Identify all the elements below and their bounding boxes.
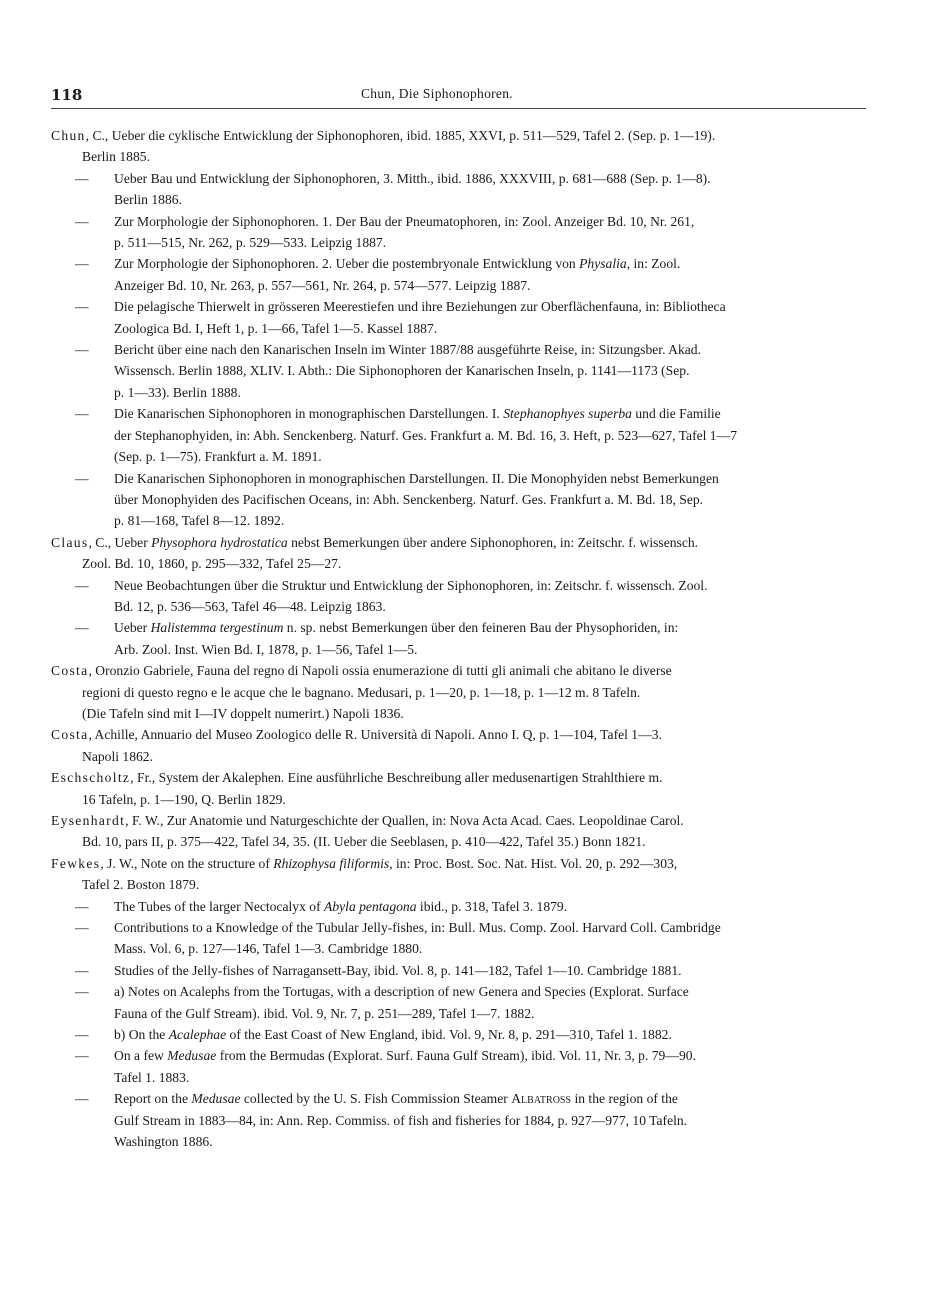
reference-subentry — [51, 960, 866, 981]
reference-text: Wissensch. Berlin 1888, XLIV. I. Abth.: Die Siphonophoren der Kanarischen Inseln, p. 1141—1173 (Sep. — [114, 363, 690, 379]
reference-text: , Fr., System der Akalephen. Eine ausführliche Beschreibung aller medusenartigen Strahlthiere m. — [130, 770, 663, 786]
reference-text: Arb. Zool. Inst. Wien Bd. I, 1878, p. 1—56, Tafel 1—5. — [114, 641, 418, 657]
reference-line — [51, 682, 866, 703]
reference-text: der Stephanophyiden, in: Abh. Senckenberg. Naturf. Ges. Frankfurt a. M. Bd. 16, 3. Heft, p. 523—627, Tafel 1—7 — [114, 427, 737, 443]
reference-text: Neue Beobachtungen über die Struktur und Entwicklung der Siphonophoren, in: Zeitschr. f. wissensch. Zool. — [114, 577, 708, 593]
reference-text: p. 81—168, Tafel 8—12. 1892. — [114, 513, 285, 529]
reference-text: Tafel 2. Boston 1879. — [82, 877, 200, 893]
reference-text: Die Kanarischen Siphonophoren in monographischen Darstellungen. I. — [114, 406, 504, 422]
author-name: Eschscholtz — [51, 770, 131, 786]
reference-line — [114, 960, 866, 981]
reference-subentry — [51, 253, 866, 296]
ship-name: Albatross — [511, 1091, 572, 1107]
reference-text: Berlin 1885. — [82, 149, 150, 165]
reference-text: (Die Tafeln sind mit I—IV doppelt numerirt.) Napoli 1836. — [82, 705, 404, 721]
reference-text: a) Notes on Acalephs from the Tortugas, with a description of new Genera and Species (Explorat. Surface — [114, 984, 689, 1000]
author-name: Chun — [51, 128, 86, 143]
reference-line — [114, 318, 866, 339]
reference-line — [114, 510, 866, 531]
reference-text: p. 1—33). Berlin 1888. — [114, 384, 241, 400]
reference-subentry — [51, 296, 866, 339]
reference-subentry — [51, 1024, 866, 1045]
reference-line — [51, 532, 866, 553]
reference-text: Tafel 1. 1883. — [114, 1069, 190, 1085]
ditto-dash: — — [75, 213, 89, 229]
reference-subentry — [51, 339, 866, 403]
reference-text: , F. W., Zur Anatomie und Naturgeschichte der Quallen, in: Nova Acta Acad. Caes. Leopoldinae Carol. — [125, 813, 684, 828]
reference-subentry — [51, 1088, 866, 1152]
reference-text: Die pelagische Thierwelt in grösseren Meerestiefen und ihre Beziehungen zur Oberflächenfauna, in: Bibliotheca — [114, 299, 726, 315]
reference-line — [114, 382, 866, 403]
reference-line — [114, 232, 866, 253]
taxon-name: Physalia — [579, 256, 627, 272]
ditto-dash: — — [75, 170, 89, 186]
reference-text: Studies of the Jelly-fishes of Narragansett-Bay, ibid. Vol. 8, p. 141—182, Tafel 1—10. Cambridge 1881. — [114, 962, 682, 978]
reference-text: Gulf Stream in 1883—84, in: Ann. Rep. Commiss. of fish and fisheries for 1884, p. 927—977, 10 Tafeln. — [114, 1112, 688, 1128]
reference-line — [114, 189, 866, 210]
reference-text: of the East Coast of New England, ibid. Vol. 9, Nr. 8, p. 291—310, Tafel 1. 1882. — [226, 1027, 672, 1043]
reference-text: Ueber Bau und Entwicklung der Siphonophoren, 3. Mitth., ibid. 1886, XXXVIII, p. 681—688 (Sep. p. 1—8). — [114, 170, 711, 186]
reference-line — [114, 617, 866, 638]
reference-text: in the region of the — [571, 1091, 678, 1107]
running-title: Chun, Die Siphonophoren. — [361, 86, 513, 101]
reference-entry — [51, 767, 866, 810]
reference-text: n. sp. nebst Bemerkungen über den feineren Bau der Physophoriden, in: — [283, 620, 679, 636]
reference-line — [51, 724, 866, 745]
ditto-dash: — — [75, 920, 89, 936]
reference-line — [114, 489, 866, 510]
ditto-dash: — — [75, 1048, 89, 1064]
reference-line — [114, 1024, 866, 1045]
ditto-dash: — — [75, 406, 89, 422]
reference-text: Mass. Vol. 6, p. 127—146, Tafel 1—3. Cambridge 1880. — [114, 941, 423, 957]
reference-text: Fauna of the Gulf Stream). ibid. Vol. 9, Nr. 7, p. 251—289, Tafel 1—7. 1882. — [114, 1005, 535, 1021]
reference-subentry — [51, 617, 866, 660]
reference-line — [114, 211, 866, 232]
reference-line — [114, 253, 866, 274]
reference-text: Bd. 12, p. 536—563, Tafel 46—48. Leipzig 1863. — [114, 598, 386, 614]
reference-text: Die Kanarischen Siphonophoren in monographischen Darstellungen. II. Die Monophyiden nebst Bemerkungen — [114, 470, 719, 486]
reference-line — [114, 425, 866, 446]
reference-line — [114, 446, 866, 467]
ditto-dash: — — [75, 962, 89, 978]
reference-subentry — [51, 981, 866, 1024]
reference-text: und die Familie — [631, 406, 721, 422]
reference-text: Ueber — [114, 620, 151, 636]
reference-text: Bd. 10, pars II, p. 375—422, Tafel 34, 35. (II. Ueber die Seeblasen, p. 410—422, Tafel 35.) Bonn 1821. — [82, 834, 646, 850]
ditto-dash: — — [75, 299, 89, 315]
reference-line — [51, 660, 866, 681]
reference-entry — [51, 810, 866, 853]
reference-text: Report on the — [114, 1091, 192, 1107]
reference-text: 16 Tafeln, p. 1—190, Q. Berlin 1829. — [82, 791, 286, 807]
reference-text: Washington 1886. — [114, 1134, 213, 1150]
page-header — [51, 86, 866, 109]
reference-line — [114, 275, 866, 296]
reference-line — [51, 146, 866, 167]
author-name: Costa — [51, 727, 89, 743]
reference-line — [114, 1067, 866, 1088]
reference-line — [114, 938, 866, 959]
page-number: 118 — [51, 86, 83, 104]
reference-entry — [51, 724, 866, 767]
reference-line — [114, 403, 866, 424]
reference-line — [114, 168, 866, 189]
reference-line — [51, 746, 866, 767]
reference-line — [114, 575, 866, 596]
taxon-name: Stephanophyes superba — [503, 406, 632, 422]
reference-line — [114, 1110, 866, 1131]
reference-subentry — [51, 403, 866, 467]
reference-text: regioni di questo regno e le acque che le bagnano. Medusari, p. 1—20, p. 1—18, p. 1—12 m. 8 Tafeln. — [82, 684, 641, 700]
reference-entry — [51, 125, 866, 168]
taxon-name: Rhizophysa filiformis — [273, 855, 390, 871]
ditto-dash: — — [75, 256, 89, 272]
reference-text: p. 511—515, Nr. 262, p. 529—533. Leipzig 1887. — [114, 235, 387, 251]
reference-line — [114, 468, 866, 489]
reference-text: b) On the — [114, 1027, 169, 1043]
ditto-dash: — — [75, 342, 89, 358]
reference-text: The Tubes of the larger Nectocalyx of — [114, 898, 325, 914]
reference-line — [114, 360, 866, 381]
reference-line — [114, 917, 866, 938]
ditto-dash: — — [75, 577, 89, 593]
reference-line — [51, 553, 866, 574]
author-name: Fewkes — [51, 855, 101, 871]
ditto-dash: — — [75, 1091, 89, 1107]
reference-text: Zoologica Bd. I, Heft 1, p. 1—66, Tafel 1—5. Kassel 1887. — [114, 320, 438, 336]
reference-entry — [51, 853, 866, 896]
reference-line — [51, 125, 866, 146]
reference-text: (Sep. p. 1—75). Frankfurt a. M. 1891. — [114, 449, 322, 465]
reference-text: , in: Proc. Bost. Soc. Nat. Hist. Vol. 20, p. 292—303, — [389, 855, 678, 871]
reference-line — [51, 831, 866, 852]
reference-text: , Oronzio Gabriele, Fauna del regno di Napoli ossia enumerazione di tutti gli animali che abitano le diverse — [88, 663, 672, 679]
reference-subentry — [51, 1045, 866, 1088]
reference-text: , C., Ueber die cyklische Entwicklung der Siphonophoren, ibid. 1885, XXVI, p. 511—529, Tafel 2. (Sep. p. 1—19). — [85, 128, 716, 143]
taxon-name: Halistemma tergestinum — [150, 620, 284, 636]
reference-subentry — [51, 168, 866, 211]
reference-text: On a few — [114, 1048, 168, 1064]
taxon-name: Acalephae — [168, 1027, 227, 1043]
reference-line — [51, 767, 866, 788]
reference-text: Zool. Bd. 10, 1860, p. 295—332, Tafel 25—27. — [82, 556, 342, 572]
reference-line — [51, 703, 866, 724]
reference-line — [114, 1088, 866, 1109]
reference-text: from the Bermudas (Explorat. Surf. Fauna Gulf Stream), ibid. Vol. 11, Nr. 3, p. 79—90. — [216, 1048, 696, 1064]
reference-text: nebst Bemerkungen über andere Siphonophoren, in: Zeitschr. f. wissensch. — [287, 534, 699, 550]
taxon-name: Medusae — [167, 1048, 217, 1064]
reference-text: , J. W., Note on the structure of — [100, 855, 274, 871]
ditto-dash: — — [75, 620, 89, 636]
reference-text: Napoli 1862. — [82, 748, 153, 764]
reference-text: , Achille, Annuario del Museo Zoologico delle R. Università di Napoli. Anno I. Q, p. 1—104, Tafel 1—3. — [88, 727, 662, 743]
reference-entry — [51, 532, 866, 575]
reference-entry — [51, 660, 866, 724]
reference-subentry — [51, 575, 866, 618]
author-name: Eysenhardt — [51, 813, 126, 828]
taxon-name: Abyla pentagona — [324, 898, 417, 914]
reference-subentry — [51, 917, 866, 960]
author-name: Claus — [51, 534, 89, 550]
reference-text: Anzeiger Bd. 10, Nr. 263, p. 557—561, Nr. 264, p. 574—577. Leipzig 1887. — [114, 277, 531, 293]
ditto-dash: — — [75, 1027, 89, 1043]
reference-text: Zur Morphologie der Siphonophoren. 2. Ueber die postembryonale Entwicklung von — [114, 256, 580, 272]
reference-line — [114, 596, 866, 617]
reference-text: über Monophyiden des Pacifischen Oceans, in: Abh. Senckenberg. Naturf. Ges. Frankfurt a. M. Bd. 18, Sep. — [114, 491, 704, 507]
reference-list — [51, 125, 866, 1153]
reference-line — [114, 1131, 866, 1152]
taxon-name: Physophora hydrostatica — [151, 534, 288, 550]
reference-text: Zur Morphologie der Siphonophoren. 1. Der Bau der Pneumatophoren, in: Zool. Anzeiger Bd. 10, Nr. 261, — [114, 213, 695, 229]
reference-text: ibid., p. 318, Tafel 3. 1879. — [416, 898, 568, 914]
reference-line — [51, 789, 866, 810]
reference-text: , in: Zool. — [626, 256, 681, 272]
author-name: Costa — [51, 663, 89, 679]
ditto-dash: — — [75, 898, 89, 914]
reference-line — [51, 810, 866, 831]
reference-line — [51, 853, 866, 874]
ditto-dash: — — [75, 984, 89, 1000]
reference-line — [114, 296, 866, 317]
reference-line — [114, 639, 866, 660]
reference-subentry — [51, 896, 866, 917]
reference-text: Contributions to a Knowledge of the Tubular Jelly-fishes, in: Bull. Mus. Comp. Zool. Harvard Coll. Cambridge — [114, 920, 721, 936]
reference-line — [114, 1003, 866, 1024]
reference-text: , C., Ueber — [88, 534, 152, 550]
reference-line — [51, 874, 866, 895]
reference-text: collected by the U. S. Fish Commission Steamer — [240, 1091, 512, 1107]
reference-text: Berlin 1886. — [114, 192, 182, 208]
reference-line — [114, 1045, 866, 1066]
ditto-dash: — — [75, 470, 89, 486]
reference-line — [114, 339, 866, 360]
reference-subentry — [51, 211, 866, 254]
reference-line — [114, 896, 866, 917]
reference-text: Bericht über eine nach den Kanarischen Inseln im Winter 1887/88 ausgeführte Reise, in: Sitzungsber. Akad. — [114, 342, 701, 358]
reference-line — [114, 981, 866, 1002]
reference-subentry — [51, 468, 866, 532]
taxon-name: Medusae — [191, 1091, 241, 1107]
